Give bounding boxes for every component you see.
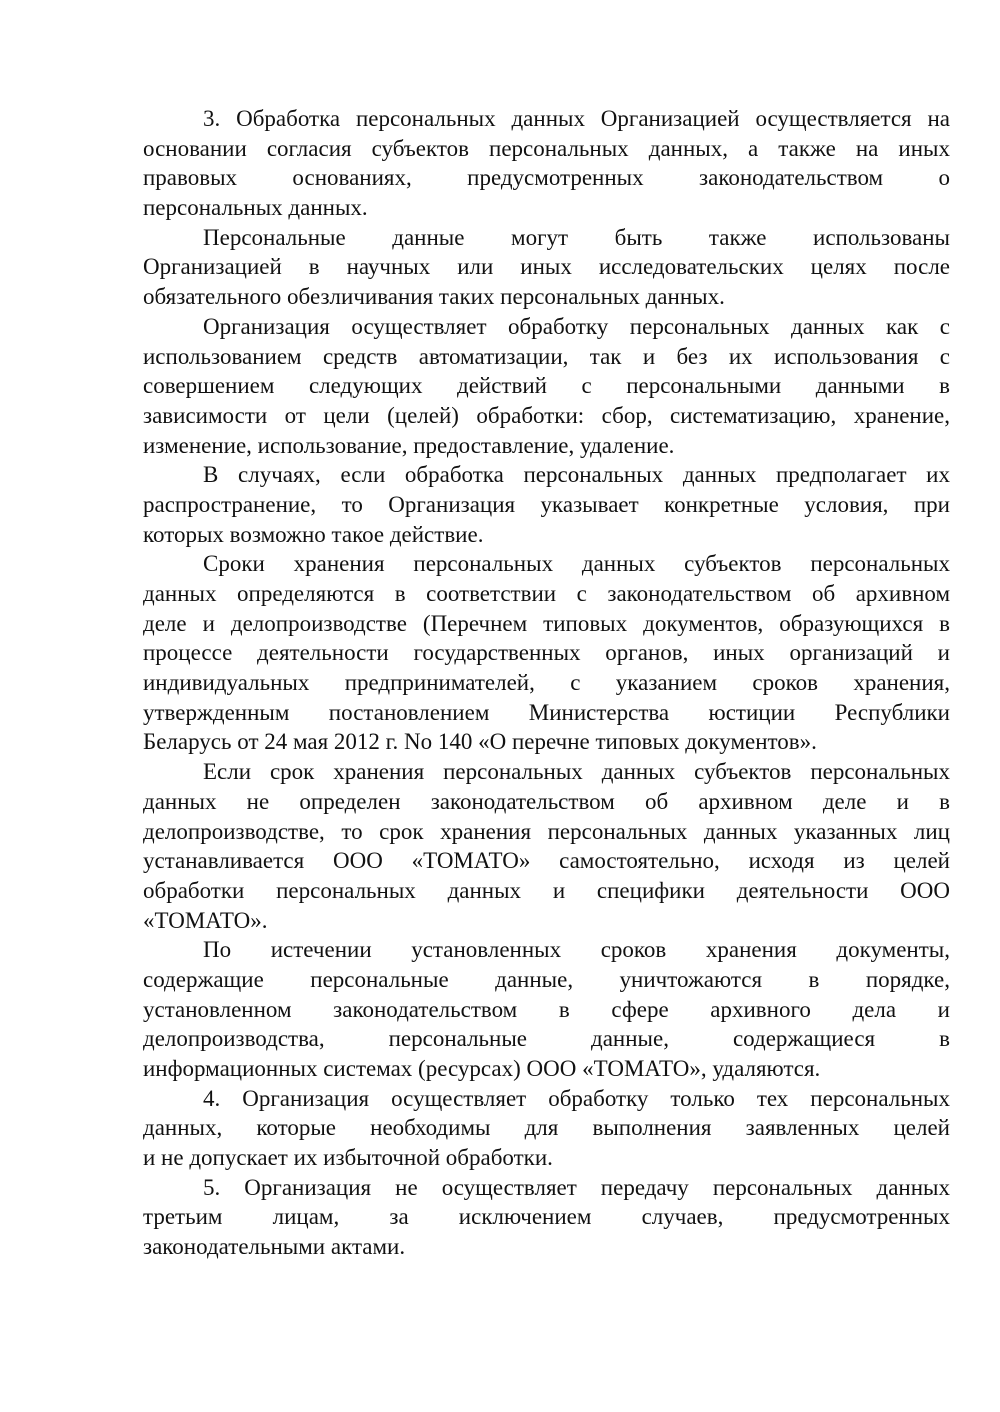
text-line: основании согласия субъектов персональных данных, а также на иных: [143, 135, 950, 161]
text-line: Организацией в научных или иных исследовательских целях после: [143, 254, 950, 280]
text-line: делопроизводстве, то срок хранения персональных данных указанных лиц: [143, 818, 950, 844]
text-line: зависимости от цели (целей) обработки: сбор, систематизацию, хранение,: [143, 402, 950, 428]
text-line: 5. Организация не осуществляет передачу персональных данных: [203, 1174, 950, 1200]
text-line: установленном законодательством в сфере архивного дела и: [143, 996, 950, 1022]
text-line: утвержденным постановлением Министерства юстиции Республики: [143, 699, 950, 725]
text-line: использованием средств автоматизации, так и без их использования с: [143, 343, 950, 369]
document-body: [143, 104, 950, 1262]
paragraph: [143, 223, 950, 312]
text-line: совершением следующих действий с персональными данными в: [143, 373, 950, 399]
text-line: Беларусь от 24 мая 2012 г. No 140 «О перечне типовых документов».: [143, 729, 817, 755]
text-line: правовых основаниях, предусмотренных законодательством о: [143, 165, 950, 191]
text-line: делопроизводства, персональные данные, содержащиеся в: [143, 1026, 950, 1052]
paragraph: [143, 1084, 950, 1173]
text-line: изменение, использование, предоставление, удаление.: [143, 432, 675, 458]
text-line: процессе деятельности государственных органов, иных организаций и: [143, 640, 950, 666]
text-line: содержащие персональные данные, уничтожаются в порядке,: [143, 966, 950, 992]
text-line: 4. Организация осуществляет обработку только тех персональных: [203, 1085, 950, 1111]
text-line: данных, которые необходимы для выполнения заявленных целей: [143, 1115, 950, 1141]
text-line: Организация осуществляет обработку персональных данных как с: [203, 313, 950, 339]
text-line: данных определяются в соответствии с законодательством об архивном: [143, 581, 950, 606]
text-line: устанавливается ООО «ТОМАТО» самостоятельно, исходя из целей: [143, 848, 950, 874]
text-line: информационных системах (ресурсах) ООО «ТОМАТО», удаляются.: [143, 1056, 821, 1081]
text-line: которых возможно такое действие.: [143, 521, 484, 547]
text-line: персональных данных.: [143, 195, 368, 221]
paragraph: [143, 460, 950, 549]
paragraph: [143, 1173, 950, 1262]
text-line: деле и делопроизводстве (Перечнем типовых документов, образующихся в: [143, 610, 950, 636]
text-line: Сроки хранения персональных данных субъектов персональных: [203, 551, 950, 577]
text-line: законодательными актами.: [143, 1234, 406, 1260]
text-line: индивидуальных предпринимателей, с указанием сроков хранения,: [143, 670, 950, 696]
paragraph: [143, 757, 950, 935]
text-line: и не допускает их избыточной обработки.: [143, 1145, 553, 1171]
paragraph: [143, 104, 950, 223]
text-line: «ТОМАТО».: [143, 907, 268, 933]
text-line: данных не определен законодательством об архивном деле и в: [143, 788, 950, 814]
text-line: Персональные данные могут быть также использованы: [203, 224, 950, 250]
paragraph: [143, 312, 950, 460]
text-line: В случаях, если обработка персональных данных предполагает их: [203, 462, 950, 488]
text-line: распространение, то Организация указывает конкретные условия, при: [143, 491, 950, 517]
paragraph: [143, 935, 950, 1083]
text-line: 3. Обработка персональных данных Организацией осуществляется на: [203, 106, 950, 131]
text-line: По истечении установленных сроков хранения документы,: [203, 937, 950, 963]
text-line: обязательного обезличивания таких персональных данных.: [143, 284, 725, 310]
text-line: Если срок хранения персональных данных субъектов персональных: [203, 759, 950, 785]
text-line: обработки персональных данных и специфики деятельности ООО: [143, 877, 950, 903]
paragraph: [143, 549, 950, 757]
text-line: третьим лицам, за исключением случаев, предусмотренных: [143, 1204, 950, 1230]
